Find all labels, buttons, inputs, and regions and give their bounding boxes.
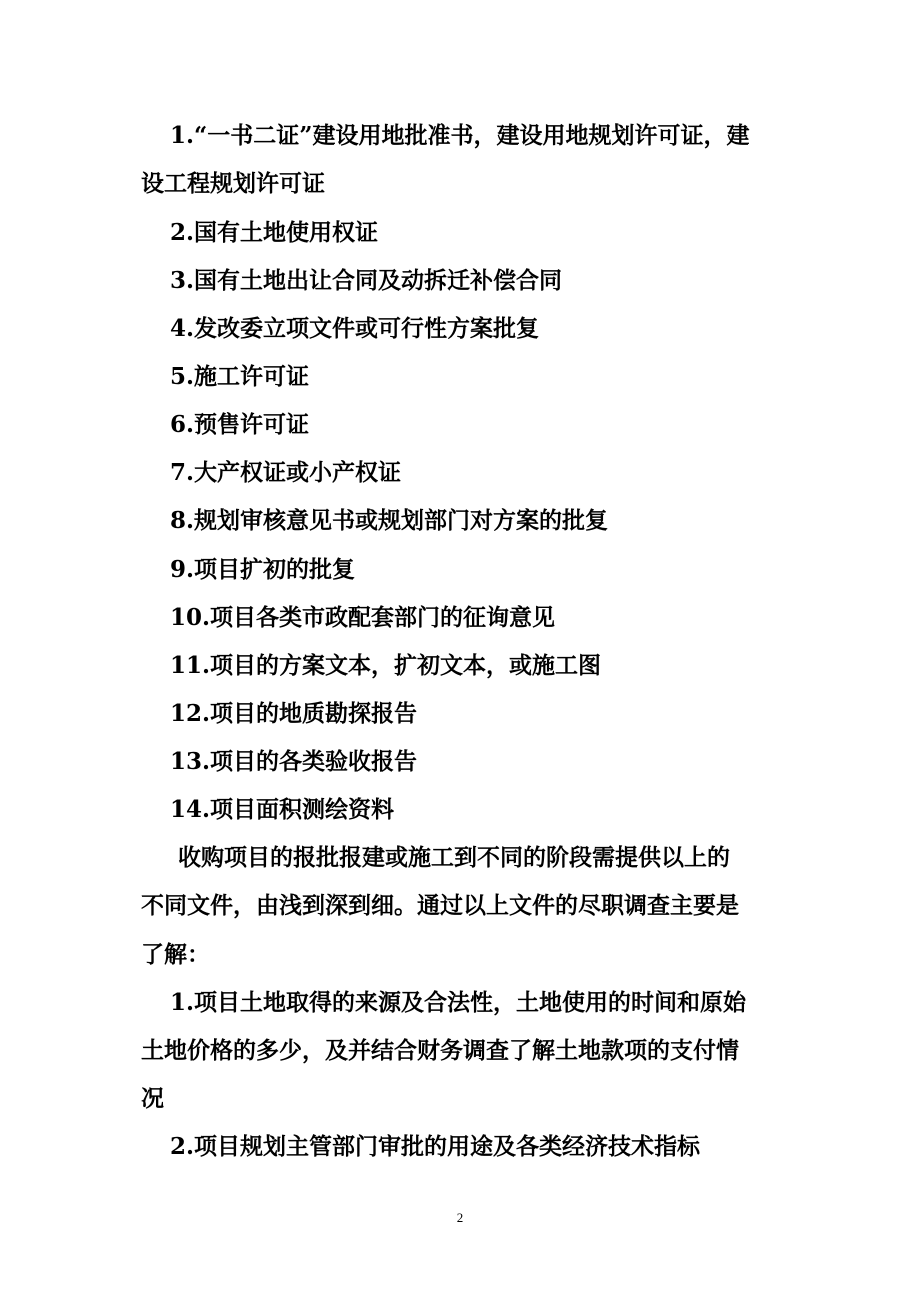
doc-item-1-line-2: 设工程规划许可证 [141,170,325,197]
doc-item-12: 12.项目的地质勘探报告 [170,700,418,727]
finding-2: 2.项目规划主管部门审批的用途及各类经济技术指标 [170,1133,701,1160]
paragraph-line-2: 不同文件，由浅到深到细。通过以上文件的尽职调查主要是 [141,892,739,919]
doc-item-3: 3.国有土地出让合同及动拆迁补偿合同 [170,267,563,294]
doc-item-2: 2.国有土地使用权证 [170,219,379,246]
doc-item-6: 6.预售许可证 [170,411,310,438]
page-number: 2 [456,1210,464,1225]
doc-item-13: 13.项目的各类验收报告 [170,748,418,775]
doc-item-14: 14.项目面积测绘资料 [170,796,395,823]
doc-item-11: 11.项目的方案文本，扩初文本，或施工图 [170,652,602,679]
paragraph-line-3: 了解： [141,941,210,968]
doc-item-4: 4.发改委立项文件或可行性方案批复 [170,315,540,342]
doc-item-9: 9.项目扩初的批复 [170,556,356,583]
finding-1-line-2: 土地价格的多少，及并结合财务调查了解土地款项的支付情 [141,1037,739,1064]
paragraph-line-1: 收购项目的报批报建或施工到不同的阶段需提供以上的 [178,844,730,871]
doc-item-1-line-1: 1.“一书二证”建设用地批准书，建设用地规划许可证，建 [170,122,750,149]
doc-item-5: 5.施工许可证 [170,363,310,390]
finding-1-line-1: 1.项目土地取得的来源及合法性，土地使用的时间和原始 [170,989,747,1016]
finding-1-line-3: 况 [141,1085,164,1112]
doc-item-10: 10.项目各类市政配套部门的征询意见 [170,604,556,631]
doc-item-7: 7.大产权证或小产权证 [170,459,402,486]
doc-item-8: 8.规划审核意见书或规划部门对方案的批复 [170,507,609,534]
